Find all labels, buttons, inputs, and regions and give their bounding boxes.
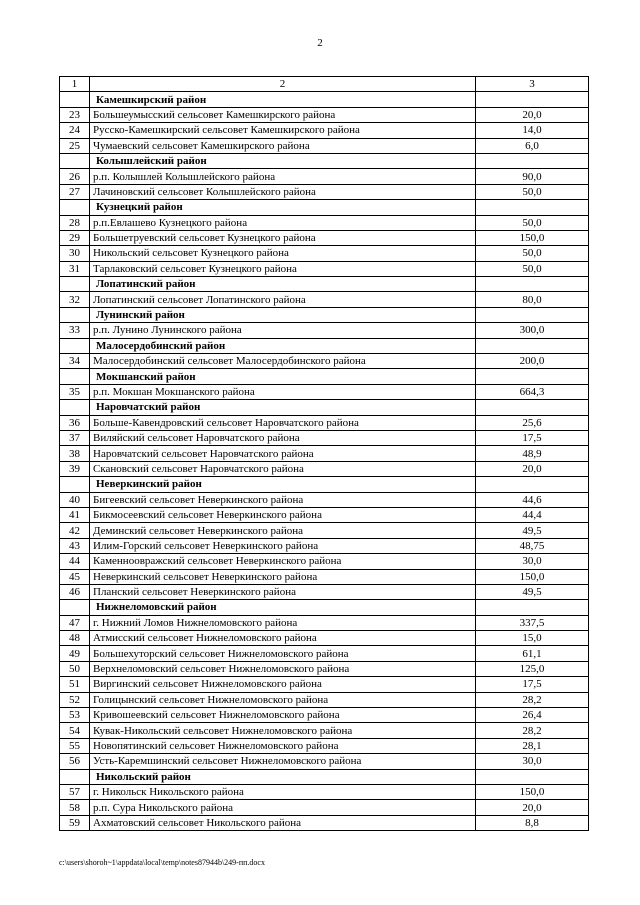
- allocation-value: 28,2: [476, 692, 589, 707]
- table-row: [60, 754, 589, 769]
- settlement-name: Бигеевский сельсовет Неверкинского района: [90, 492, 476, 507]
- district-row: [60, 338, 589, 353]
- row-number: 57: [60, 784, 90, 799]
- table-row: [60, 415, 589, 430]
- allocation-value: 28,2: [476, 723, 589, 738]
- settlement-name: Никольский сельсовет Кузнецкого района: [90, 246, 476, 261]
- header-col-name: 2: [90, 77, 476, 92]
- row-number: 32: [60, 292, 90, 307]
- table-row: [60, 584, 589, 599]
- table-row: [60, 261, 589, 276]
- district-row: [60, 477, 589, 492]
- settlement-name: Кувак-Никольский сельсовет Нижнеломовского района: [90, 723, 476, 738]
- table-row: [60, 692, 589, 707]
- row-number: 47: [60, 615, 90, 630]
- district-name: Наровчатский район: [90, 400, 476, 415]
- allocation-value: 49,5: [476, 584, 589, 599]
- row-number: 42: [60, 523, 90, 538]
- table-row: [60, 215, 589, 230]
- settlement-name: Тарлаковский сельсовет Кузнецкого района: [90, 261, 476, 276]
- table-row: [60, 123, 589, 138]
- table-row: [60, 615, 589, 630]
- district-name: Лопатинский район: [90, 277, 476, 292]
- table-row: [60, 800, 589, 815]
- district-row: [60, 200, 589, 215]
- settlement-name: Неверкинский сельсовет Неверкинского района: [90, 569, 476, 584]
- table-row: [60, 523, 589, 538]
- settlement-name: Бикмосеевский сельсовет Неверкинского района: [90, 507, 476, 522]
- settlement-name: Атмисский сельсовет Нижнеломовского района: [90, 631, 476, 646]
- row-number: 45: [60, 569, 90, 584]
- row-number: 33: [60, 323, 90, 338]
- allocation-value: 50,0: [476, 246, 589, 261]
- row-number: 55: [60, 738, 90, 753]
- settlement-name: Наровчатский сельсовет Наровчатского района: [90, 446, 476, 461]
- row-value: [476, 769, 589, 784]
- table-row: [60, 631, 589, 646]
- row-value: [476, 153, 589, 168]
- row-number: 58: [60, 800, 90, 815]
- allocation-value: 6,0: [476, 138, 589, 153]
- row-number: [60, 600, 90, 615]
- row-number: [60, 338, 90, 353]
- settlement-name: г. Никольск Никольского района: [90, 784, 476, 799]
- row-number: 44: [60, 554, 90, 569]
- settlement-name: Малосердобинский сельсовет Малосердобинского района: [90, 354, 476, 369]
- district-name: Неверкинский район: [90, 477, 476, 492]
- table-row: [60, 738, 589, 753]
- settlement-name: Илим-Горский сельсовет Неверкинского района: [90, 538, 476, 553]
- allocation-value: 20,0: [476, 800, 589, 815]
- district-row: [60, 600, 589, 615]
- row-value: [476, 477, 589, 492]
- settlement-name: Лопатинский сельсовет Лопатинского района: [90, 292, 476, 307]
- table-row: [60, 169, 589, 184]
- allocation-table: [59, 76, 589, 831]
- district-name: Лунинский район: [90, 307, 476, 322]
- allocation-value: 664,3: [476, 384, 589, 399]
- row-number: 30: [60, 246, 90, 261]
- table-row: [60, 784, 589, 799]
- row-value: [476, 307, 589, 322]
- allocation-value: 48,75: [476, 538, 589, 553]
- table-row: [60, 492, 589, 507]
- table-row: [60, 354, 589, 369]
- row-value: [476, 600, 589, 615]
- table-row: [60, 708, 589, 723]
- allocation-value: 337,5: [476, 615, 589, 630]
- row-number: 36: [60, 415, 90, 430]
- settlement-name: г. Нижний Ломов Нижнеломовского района: [90, 615, 476, 630]
- allocation-value: 20,0: [476, 461, 589, 476]
- allocation-value: 61,1: [476, 646, 589, 661]
- row-number: 50: [60, 661, 90, 676]
- allocation-value: 49,5: [476, 523, 589, 538]
- row-number: [60, 307, 90, 322]
- settlement-name: Голицынский сельсовет Нижнеломовского района: [90, 692, 476, 707]
- row-number: 53: [60, 708, 90, 723]
- row-value: [476, 400, 589, 415]
- table-row: [60, 661, 589, 676]
- allocation-value: 17,5: [476, 677, 589, 692]
- allocation-value: 8,8: [476, 815, 589, 830]
- row-number: [60, 400, 90, 415]
- table-row: [60, 446, 589, 461]
- row-number: [60, 92, 90, 107]
- district-row: [60, 400, 589, 415]
- allocation-value: 125,0: [476, 661, 589, 676]
- table-row: [60, 461, 589, 476]
- row-value: [476, 277, 589, 292]
- row-number: 31: [60, 261, 90, 276]
- settlement-name: Ахматовский сельсовет Никольского района: [90, 815, 476, 830]
- row-number: [60, 200, 90, 215]
- settlement-name: Усть-Каремшинский сельсовет Нижнеломовского района: [90, 754, 476, 769]
- header-col-value: 3: [476, 77, 589, 92]
- row-number: [60, 369, 90, 384]
- table-row: [60, 430, 589, 445]
- table-body: [60, 77, 589, 831]
- district-name: Никольский район: [90, 769, 476, 784]
- allocation-value: 20,0: [476, 107, 589, 122]
- row-number: 56: [60, 754, 90, 769]
- allocation-value: 26,4: [476, 708, 589, 723]
- row-number: 54: [60, 723, 90, 738]
- table-row: [60, 677, 589, 692]
- row-number: 41: [60, 507, 90, 522]
- settlement-name: р.п. Лунино Лунинского района: [90, 323, 476, 338]
- file-path-footer: c:\users\shoroh~1\appdata\local\temp\notes87944b\249-пп.docx: [59, 858, 265, 867]
- table-header-row: [60, 77, 589, 92]
- row-number: 46: [60, 584, 90, 599]
- row-number: 35: [60, 384, 90, 399]
- district-row: [60, 369, 589, 384]
- allocation-value: 15,0: [476, 631, 589, 646]
- settlement-name: р.п. Сура Никольского района: [90, 800, 476, 815]
- settlement-name: Большетруевский сельсовет Кузнецкого района: [90, 230, 476, 245]
- row-number: 40: [60, 492, 90, 507]
- settlement-name: Большеумысский сельсовет Камешкирского района: [90, 107, 476, 122]
- district-name: Нижнеломовский район: [90, 600, 476, 615]
- settlement-name: Планский сельсовет Неверкинского района: [90, 584, 476, 599]
- settlement-name: р.п. Мокшан Мокшанского района: [90, 384, 476, 399]
- settlement-name: Верхнеломовский сельсовет Нижнеломовского района: [90, 661, 476, 676]
- settlement-name: Деминский сельсовет Неверкинского района: [90, 523, 476, 538]
- settlement-name: Чумаевский сельсовет Камешкирского района: [90, 138, 476, 153]
- settlement-name: Больше-Кавендровский сельсовет Наровчатского района: [90, 415, 476, 430]
- settlement-name: Виргинский сельсовет Нижнеломовского района: [90, 677, 476, 692]
- allocation-value: 48,9: [476, 446, 589, 461]
- district-name: Мокшанский район: [90, 369, 476, 384]
- settlement-name: р.п. Колышлей Колышлейского района: [90, 169, 476, 184]
- row-number: 38: [60, 446, 90, 461]
- allocation-value: 150,0: [476, 230, 589, 245]
- row-number: 48: [60, 631, 90, 646]
- settlement-name: Новопятинский сельсовет Нижнеломовского района: [90, 738, 476, 753]
- allocation-value: 50,0: [476, 184, 589, 199]
- settlement-name: Большехуторский сельсовет Нижнеломовского района: [90, 646, 476, 661]
- table-row: [60, 184, 589, 199]
- row-number: 27: [60, 184, 90, 199]
- allocation-value: 50,0: [476, 215, 589, 230]
- district-row: [60, 769, 589, 784]
- table-row: [60, 538, 589, 553]
- allocation-value: 17,5: [476, 430, 589, 445]
- district-row: [60, 307, 589, 322]
- settlement-name: Кривошеевский сельсовет Нижнеломовского района: [90, 708, 476, 723]
- row-number: 25: [60, 138, 90, 153]
- allocation-value: 25,6: [476, 415, 589, 430]
- row-number: [60, 769, 90, 784]
- table-row: [60, 507, 589, 522]
- settlement-name: Лачиновский сельсовет Колышлейского района: [90, 184, 476, 199]
- row-number: 39: [60, 461, 90, 476]
- table-row: [60, 107, 589, 122]
- allocation-value: 150,0: [476, 784, 589, 799]
- table-row: [60, 569, 589, 584]
- table-row: [60, 646, 589, 661]
- district-row: [60, 92, 589, 107]
- page-number: 2: [317, 37, 323, 49]
- table-row: [60, 815, 589, 830]
- row-number: 29: [60, 230, 90, 245]
- allocation-value: 44,4: [476, 507, 589, 522]
- district-name: Малосердобинский район: [90, 338, 476, 353]
- row-number: 28: [60, 215, 90, 230]
- settlement-name: р.п.Евлашево Кузнецкого района: [90, 215, 476, 230]
- row-number: 43: [60, 538, 90, 553]
- allocation-value: 44,6: [476, 492, 589, 507]
- row-number: 24: [60, 123, 90, 138]
- row-number: 59: [60, 815, 90, 830]
- allocation-value: 30,0: [476, 754, 589, 769]
- district-name: Кузнецкий район: [90, 200, 476, 215]
- settlement-name: Виляйский сельсовет Наровчатского района: [90, 430, 476, 445]
- settlement-name: Русско-Камешкирский сельсовет Камешкирского района: [90, 123, 476, 138]
- table-row: [60, 138, 589, 153]
- allocation-value: 30,0: [476, 554, 589, 569]
- table-row: [60, 323, 589, 338]
- row-value: [476, 92, 589, 107]
- table-row: [60, 292, 589, 307]
- header-col-number: 1: [60, 77, 90, 92]
- allocation-value: 80,0: [476, 292, 589, 307]
- allocation-value: 14,0: [476, 123, 589, 138]
- allocation-value: 200,0: [476, 354, 589, 369]
- row-number: 34: [60, 354, 90, 369]
- row-number: [60, 153, 90, 168]
- row-number: 52: [60, 692, 90, 707]
- district-name: Камешкирский район: [90, 92, 476, 107]
- district-row: [60, 277, 589, 292]
- table-row: [60, 384, 589, 399]
- settlement-name: Каменноовражский сельсовет Неверкинского района: [90, 554, 476, 569]
- table-row: [60, 723, 589, 738]
- row-number: 23: [60, 107, 90, 122]
- allocation-value: 28,1: [476, 738, 589, 753]
- row-number: [60, 477, 90, 492]
- table-row: [60, 246, 589, 261]
- district-name: Колышлейский район: [90, 153, 476, 168]
- allocation-value: 300,0: [476, 323, 589, 338]
- row-value: [476, 369, 589, 384]
- allocation-value: 150,0: [476, 569, 589, 584]
- row-number: 26: [60, 169, 90, 184]
- row-value: [476, 338, 589, 353]
- row-number: [60, 277, 90, 292]
- row-number: 51: [60, 677, 90, 692]
- allocation-value: 50,0: [476, 261, 589, 276]
- row-value: [476, 200, 589, 215]
- table-row: [60, 554, 589, 569]
- settlement-name: Скановский сельсовет Наровчатского района: [90, 461, 476, 476]
- row-number: 37: [60, 430, 90, 445]
- row-number: 49: [60, 646, 90, 661]
- allocation-value: 90,0: [476, 169, 589, 184]
- district-row: [60, 153, 589, 168]
- table-row: [60, 230, 589, 245]
